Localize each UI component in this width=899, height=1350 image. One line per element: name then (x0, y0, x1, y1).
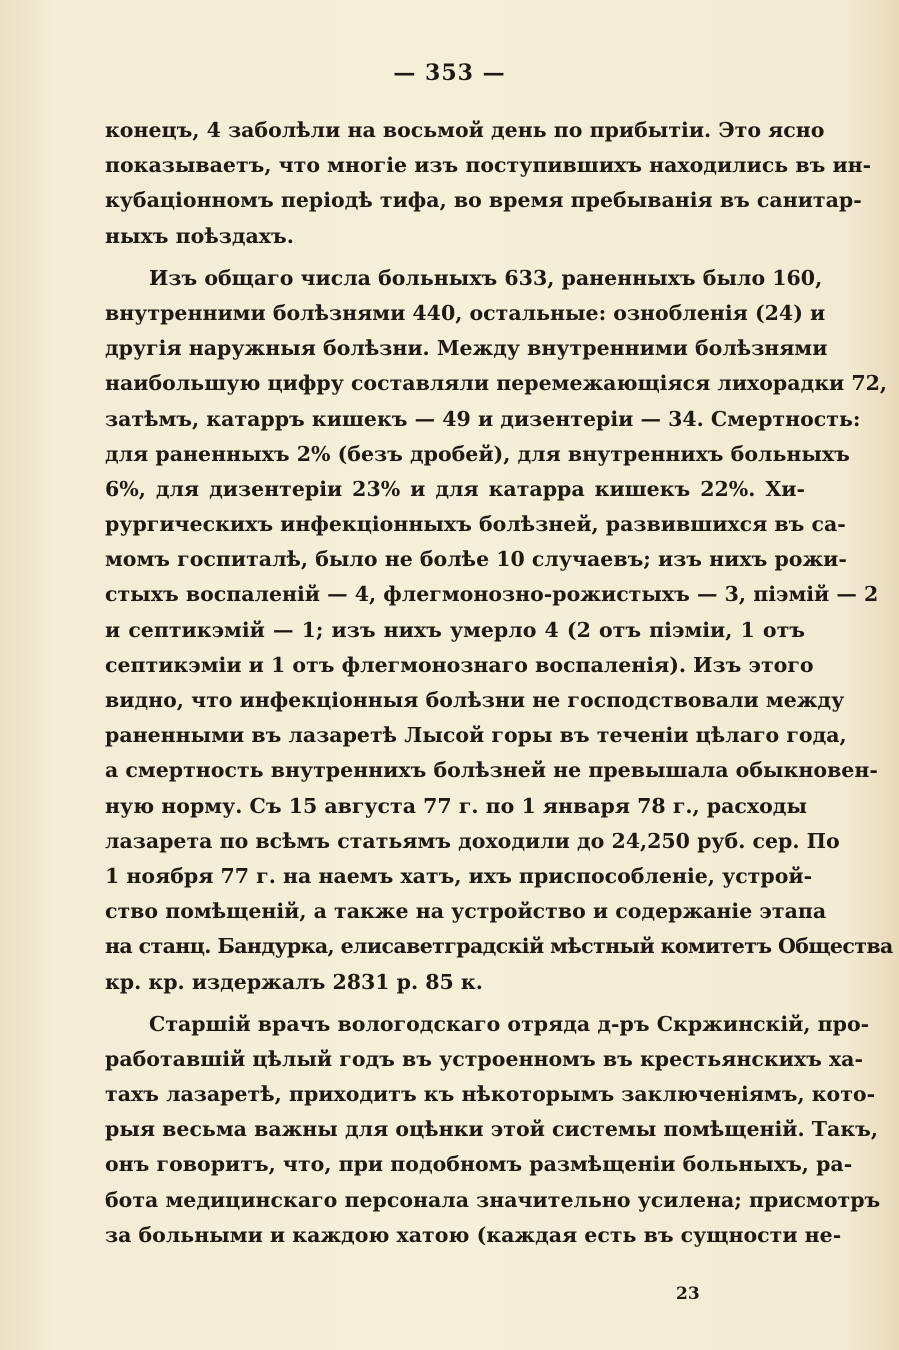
text-line: кр. кр. издержалъ 2831 р. 85 к. (105, 969, 483, 994)
text-line: другія наружныя болѣзни. Между внутренними болѣзнями (105, 336, 828, 361)
text-line: конецъ, 4 заболѣли на восьмой день по прибытіи. Это ясно (105, 118, 825, 142)
page-number: — 353 — (393, 60, 506, 86)
text-line: 6%, для дизентеріи 23% и для катарра кишекъ 22%. Хи- (105, 476, 805, 501)
text-line: онъ говоритъ, что, при подобномъ размѣщеніи больныхъ, ра- (105, 1152, 853, 1177)
text-line: септикэміи и 1 отъ флегмонознаго воспаленія). Изъ этого (105, 652, 814, 677)
text-line: и септикэмій — 1; изъ нихъ умерло 4 (2 отъ піэміи, 1 отъ (105, 617, 805, 642)
text-line: лазарета по всѣмъ статьямъ доходили до 24,250 руб. сер. По (105, 828, 840, 853)
text-line: затѣмъ, катарръ кишекъ — 49 и дизентеріи — 34. Смертность: (105, 406, 861, 431)
text-line: наибольшую цифру составляли перемежающіяся лихорадки 72, (105, 371, 888, 396)
paragraph-2 (105, 261, 893, 1000)
text-line: стыхъ воспаленій — 4, флегмонозно-рожистыхъ — 3, піэмій — 2 (105, 582, 879, 607)
text-line: рыя весьма важны для оцѣнки этой системы помѣщеній. Такъ, (105, 1117, 878, 1142)
text-line: Старшій врачъ вологодскаго отряда д-ръ Скржинскій, про- (149, 1011, 870, 1036)
text-line: кубаціонномъ періодѣ тифа, во время пребыванія въ санитар- (105, 188, 862, 213)
text-line: работавшій цѣлый годъ въ устроенномъ въ крестьянскихъ ха- (105, 1046, 863, 1071)
paragraph-gap (105, 254, 805, 261)
text-line: раненными въ лазаретѣ Лысой горы въ теченіи цѣлаго года, (105, 723, 847, 748)
paragraph-1 (105, 113, 872, 254)
page-body (105, 113, 893, 1253)
text-line: 1 ноября 77 г. на наемъ хатъ, ихъ приспособленіе, устрой- (105, 863, 813, 888)
text-line: за больными и каждою хатою (каждая есть въ сущности не- (105, 1222, 842, 1247)
text-line: момъ госпиталѣ, было не болѣе 10 случаевъ; изъ нихъ рожи- (105, 547, 847, 572)
text-line: для раненныхъ 2% (безъ дробей), для внутреннихъ больныхъ (105, 441, 850, 466)
text-line: на станц. Бандурка, елисаветградскій мѣстный комитетъ Общества (105, 934, 893, 959)
text-line: ную норму. Съ 15 августа 77 г. по 1 января 78 г., расходы (105, 793, 808, 818)
text-line: внутренними болѣзнями 440, остальные: ознобленія (24) и (105, 300, 826, 325)
text-line: рургическихъ инфекціонныхъ болѣзней, развившихся въ са- (105, 512, 846, 537)
text-line: тахъ лазаретѣ, приходитъ къ нѣкоторымъ заключеніямъ, кото- (105, 1082, 876, 1107)
text-line: бота медицинскаго персонала значительно усилена; присмотръ (105, 1187, 881, 1212)
text-line: показываетъ, что многіе изъ поступившихъ находились въ ин- (105, 153, 872, 178)
text-line: видно, что инфекціонныя болѣзни не господствовали между (105, 688, 845, 712)
text-line: ныхъ поѣздахъ. (105, 223, 294, 248)
printer-signature: 23 (676, 1284, 700, 1304)
paragraph-gap (105, 1000, 805, 1007)
text-line: ство помѣщеній, а также на устройство и содержаніе этапа (105, 899, 827, 924)
paragraph-3 (105, 1007, 881, 1253)
text-line: Изъ общаго числа больныхъ 633, раненныхъ было 160, (149, 265, 823, 290)
text-line: а смертность внутреннихъ болѣзней не превышала обыкновен- (105, 758, 878, 783)
